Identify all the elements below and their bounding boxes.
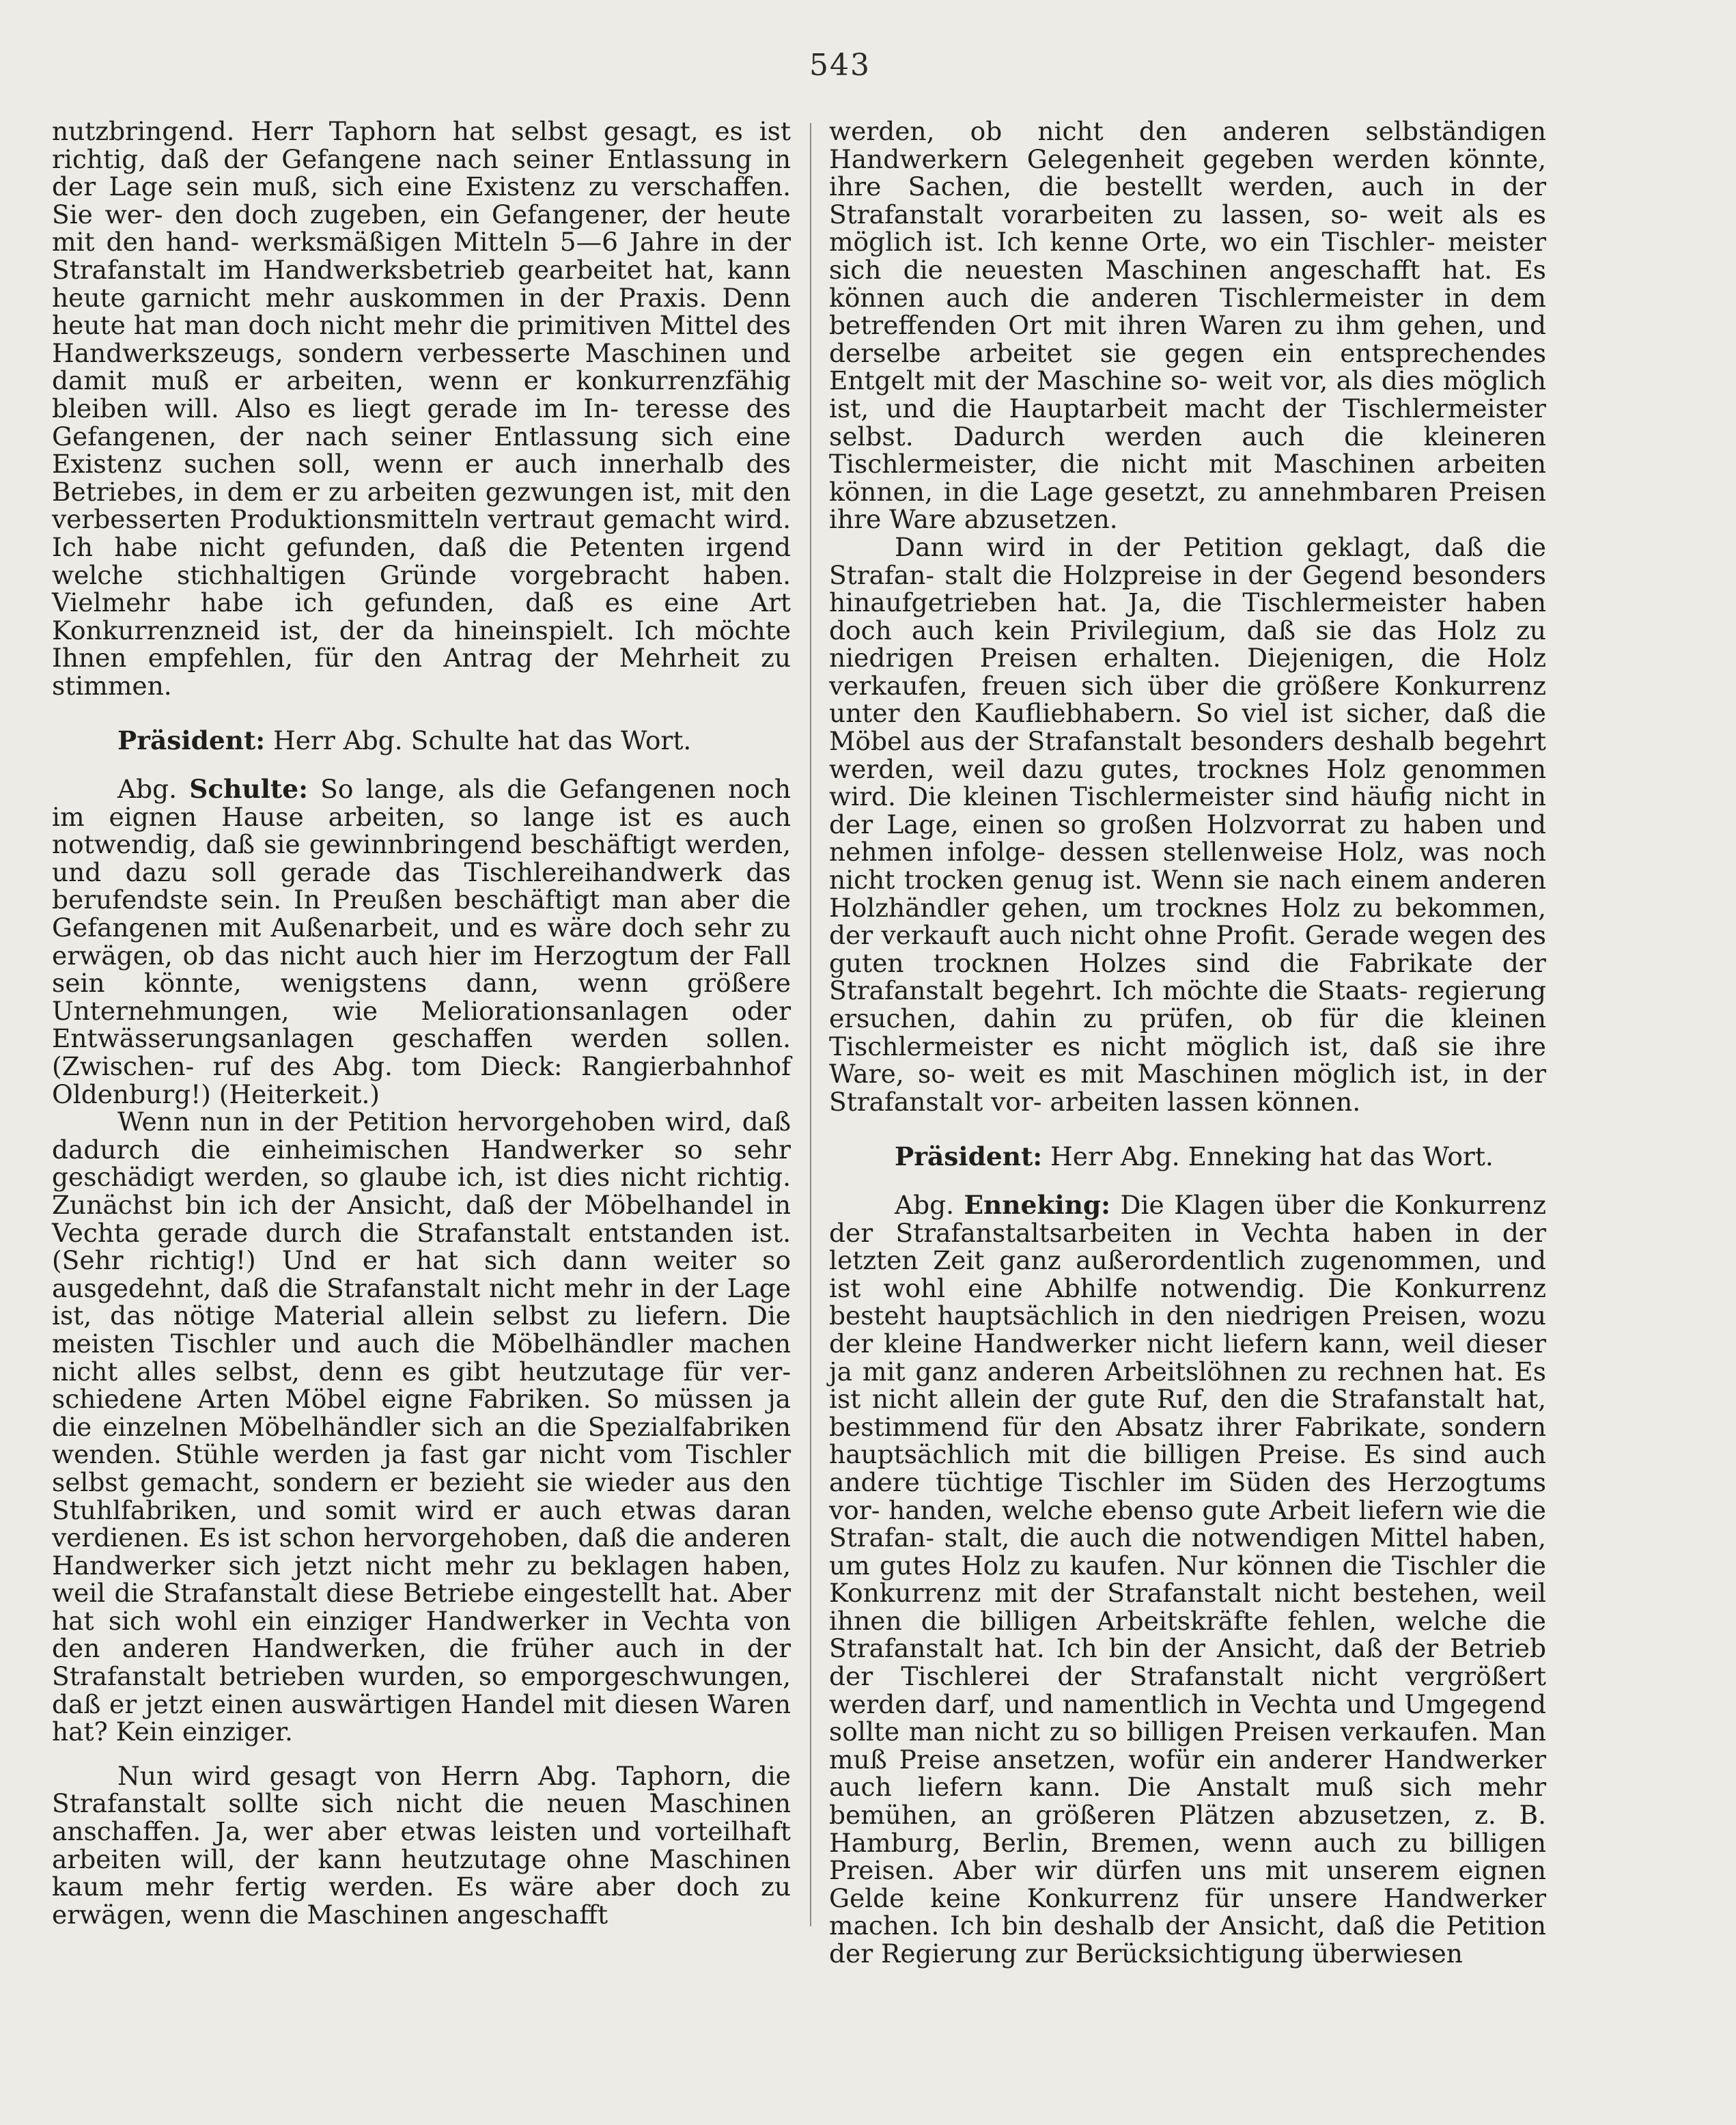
chair-label: Präsident:	[117, 725, 266, 756]
chair-label: Präsident:	[895, 1141, 1043, 1172]
speaker-prefix: Abg.	[117, 774, 178, 805]
chair-statement	[829, 1143, 1546, 1171]
chair-text: Herr Abg. Schulte hat das Wort.	[273, 725, 692, 756]
speech-text: So lange, als die Gefangenen noch im eignen Hause arbeiten, so lange ist es auch notwendig, daß sie gewinnbringend beschäftigt werden, und dazu soll gerade das Tischlereihandwerk das berufendste sein. In Preußen beschäftigt man aber die Gefangenen mit Außenarbeit, und es wäre doch sehr zu erwägen, ob das nicht auch hier im Herzogtum der Fall sein könnte, wenigstens dann, wenn größere Unternehmungen, wie Meliorationsanlagen oder Entwässerungsanlagen geschaffen werden sollen. (Zwischen- ruf des Abg. tom Dieck: Rangierbahnhof Oldenburg!) (Heiterkeit.)	[52, 774, 792, 1109]
column-divider	[810, 123, 811, 1926]
paragraph: Nun wird gesagt von Herrn Abg. Taphorn, die Strafanstalt sollte sich nicht die neuen Maschinen anschaffen. Ja, wer aber etwas leisten und vorteilhaft arbeiten will, der kann heutzutage ohne Maschinen kaum mehr fertig werden. Es wäre aber doch zu erwägen, wenn die Maschinen angeschafft	[52, 1760, 791, 1930]
paragraph: werden, ob nicht den anderen selbständigen Handwerkern Gelegenheit gegeben werden könnte, ihre Sachen, die bestellt werden, auch in der Strafanstalt vorarbeiten zu lassen, so- weit als es möglich ist. Ich kenne Orte, wo ein Tischler- meister sich die neuesten Maschinen angeschafft hat. Es können auch die anderen Tischlermeister in dem betreffenden Ort mit ihren Waren zu ihm gehen, und derselbe arbeitet sie gegen ein entsprechendes Entgelt mit der Maschine so- weit vor, als dies möglich ist, und die Hauptarbeit macht der Tischlermeister selbst. Dadurch werden auch die kleineren Tischlermeister, die nicht mit Maschinen arbeiten können, in die Lage gesetzt, zu annehmbaren Preisen ihre Ware abzusetzen.	[829, 116, 1546, 535]
paragraph: Wenn nun in der Petition hervorgehoben wird, daß dadurch die einheimischen Handwerker so sehr geschädigt werden, so glaube ich, ist dies nicht richtig. Zunächst bin ich der Ansicht, daß der Möbelhandel in Vechta gerade durch die Strafanstalt entstanden ist. (Sehr richtig!) Und er hat sich dann weiter so ausgedehnt, daß die Strafanstalt nicht mehr in der Lage ist, das nötige Material allein selbst zu liefern. Die meisten Tischler und auch die Möbelhändler machen nicht alles selbst, denn es gibt heutzutage für ver- schiedene Arten Möbel eigne Fabriken. So müssen ja die einzelnen Möbelhändler sich an die Spezialfabriken wenden. Stühle werden ja fast gar nicht vom Tischler selbst gemacht, sondern er bezieht sie wieder aus den Stuhlfabriken, und somit wird er auch etwas daran verdienen. Es ist schon hervorgehoben, daß die anderen Handwerker sich jetzt nicht mehr zu beklagen haben, weil die Strafanstalt diese Betriebe eingestellt hat. Aber hat sich wohl ein einziger Handwerker in Vechta von den anderen Handwerken, die früher auch in der Strafanstalt betrieben wurden, so emporgeschwungen, daß er jetzt einen auswärtigen Handel mit diesen Waren hat? Kein einziger.	[52, 1107, 791, 1747]
chair-text: Herr Abg. Enneking hat das Wort.	[1050, 1141, 1494, 1172]
speaker-name: Enneking:	[964, 1189, 1110, 1220]
speech-paragraph	[52, 775, 791, 1108]
right-column	[829, 117, 1546, 1968]
speech-text: Die Klagen über die Konkurrenz der Strafanstaltsarbeiten in Vechta haben in der letzten Zeit ganz außerordentlich zugenommen, und ist wohl eine Abhilfe notwendig. Die Konkurrenz besteht hauptsächlich in den niedrigen Preisen, wozu der kleine Handwerker nicht liefern kann, weil dieser ja mit ganz anderen Arbeitslöhnen zu rechnen hat. Es ist nicht allein der gute Ruf, den die Strafanstalt hat, bestimmend für den Absatz ihrer Fabrikate, sondern hauptsächlich mit die billigen Preise. Es sind auch andere tüchtige Tischler im Süden des Herzogtums vor- handen, welche ebenso gute Arbeit liefern wie die Strafan- stalt, die auch die notwendigen Mittel haben, um gutes Holz zu kaufen. Nur können die Tischler die Konkurrenz mit der Strafanstalt nicht bestehen, weil ihnen die billigen Arbeitskräfte fehlen, welche die Strafanstalt hat. Ich bin der Ansicht, daß der Betrieb der Tischlerei der Strafanstalt nicht vergrößert werden darf, und namentlich in Vechta und Umgegend sollte man nicht zu so billigen Preisen verkaufen. Man muß Preise ansetzen, wofür ein anderer Handwerker auch liefern kann. Die Anstalt muß sich mehr bemühen, an größeren Plätzen abzusetzen, z. B. Hamburg, Berlin, Bremen, wenn auch zu billigen Preisen. Aber wir dürfen uns mit unserem eignen Gelde keine Konkurrenz für unsere Handwerker machen. Ich bin deshalb der Ansicht, daß die Petition der Regierung zur Berücksichtigung überwiesen	[829, 1189, 1547, 1969]
speaker-name: Schulte:	[189, 774, 308, 805]
paragraph: Dann wird in der Petition geklagt, daß die Strafan- stalt die Holzpreise in der Gegend besonders hinaufgetrieben hat. Ja, die Tischlermeister haben doch auch kein Privilegium, daß sie das Holz zu niedrigen Preisen erhalten. Diejenigen, die Holz verkaufen, freuen sich über die größere Konkurrenz unter den Kaufliebhabern. So viel ist sicher, daß die Möbel aus der Strafanstalt besonders deshalb begehrt werden, weil dazu gutes, trocknes Holz genommen wird. Die kleinen Tischlermeister sind häufig nicht in der Lage, einen so großen Holzvorrat zu haben und nehmen infolge- dessen stellenweise Holz, was noch nicht trocken genug ist. Wenn sie nach einem anderen Holzhändler gehen, um trocknes Holz zu bekommen, der verkauft auch nicht ohne Profit. Gerade wegen des guten trocknen Holzes sind die Fabrikate der Strafanstalt begehrt. Ich möchte die Staats- regierung ersuchen, dahin zu prüfen, ob für die kleinen Tischlermeister es nicht möglich ist, daß sie ihre Ware, so- weit es mit Maschinen möglich ist, in der Strafanstalt vor- arbeiten lassen können.	[829, 531, 1546, 1117]
speech-paragraph	[829, 1191, 1546, 1968]
chair-statement	[52, 727, 791, 755]
left-column	[52, 117, 791, 1928]
page-number: 543	[809, 48, 871, 83]
paragraph: nutzbringend. Herr Taphorn hat selbst gesagt, es ist richtig, daß der Gefangene nach seiner Entlassung in der Lage sein muß, sich eine Existenz zu verschaffen. Sie wer- den doch zugeben, ein Gefangener, der heute mit den hand- werksmäßigen Mitteln 5—6 Jahre in der Strafanstalt im Handwerksbetrieb gearbeitet hat, kann heute garnicht mehr auskommen in der Praxis. Denn heute hat man doch nicht mehr die primitiven Mittel des Handwerkszeugs, sondern verbesserte Maschinen und damit muß er arbeiten, wenn er konkurrenzfähig bleiben will. Also es liegt gerade im In- teresse des Gefangenen, der nach seiner Entlassung sich eine Existenz suchen soll, wenn er auch innerhalb des Betriebes, in dem er zu arbeiten gezwungen ist, mit den verbesserten Produktionsmitteln vertraut gemacht wird. Ich habe nicht gefunden, daß die Petenten irgend welche stichhaltigen Gründe vorgebracht haben. Vielmehr habe ich gefunden, daß es eine Art Konkurrenzneid ist, der da hineinspielt. Ich möchte Ihnen empfehlen, für den Antrag der Mehrheit zu stimmen.	[52, 116, 791, 701]
speaker-prefix: Abg.	[895, 1189, 955, 1220]
